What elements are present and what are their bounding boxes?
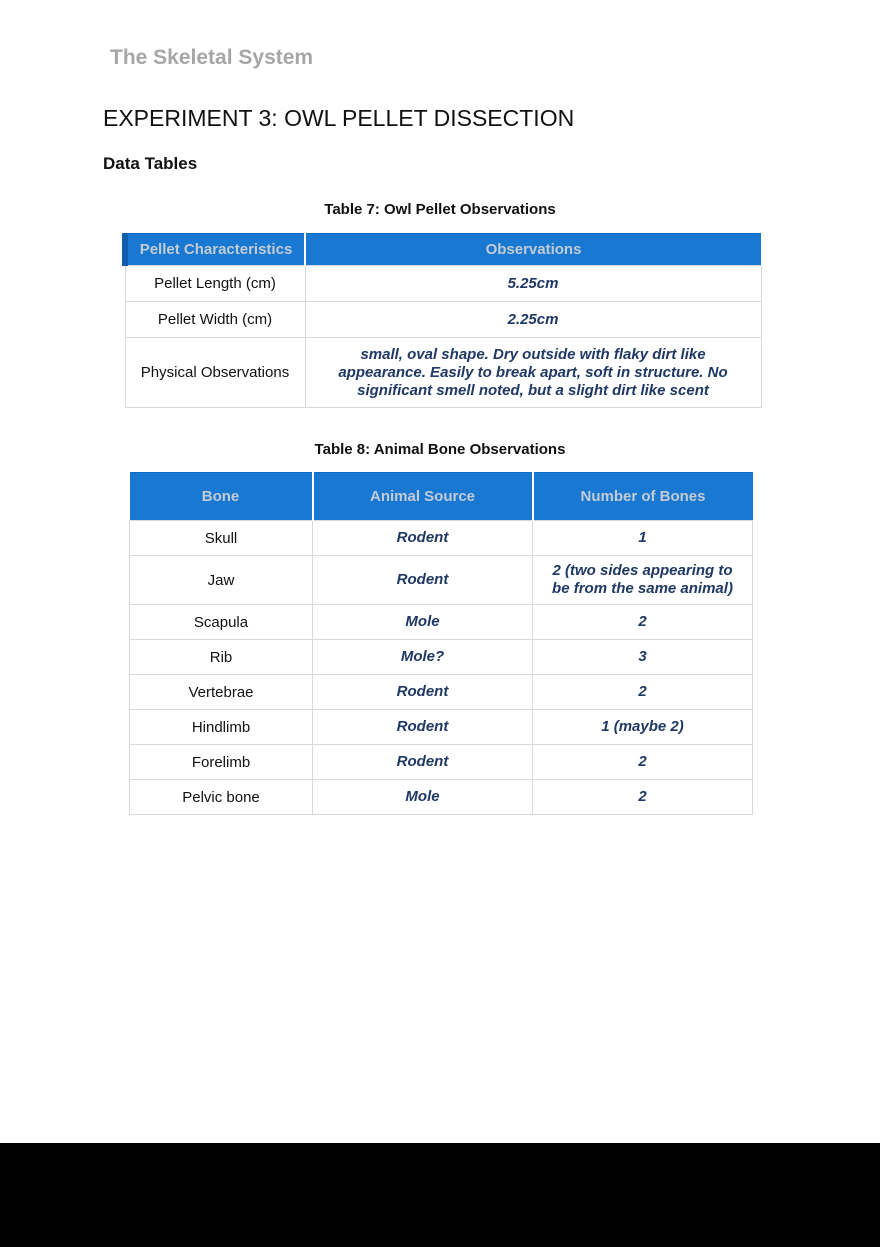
experiment-heading: EXPERIMENT 3: OWL PELLET DISSECTION [103,105,575,131]
table8-header-row [130,473,753,521]
animal-source-value: Rodent [313,556,533,605]
animal-bone-observations-table [129,472,753,815]
table8-caption: Table 8: Animal Bone Observations [314,441,566,458]
table-row [130,640,753,675]
bone-count-value: 2 (two sides appearing to be from the same animal) [533,556,753,605]
table-row [130,521,753,556]
observation-value: small, oval shape. Dry outside with flaky dirt like appearance. Easily to break apart, soft in structure. No significant smell noted, but a slight dirt like scent [305,338,761,408]
bone-name: Rib [130,640,313,675]
animal-source-value: Rodent [313,710,533,745]
pellet-characteristic-label: Pellet Length (cm) [125,266,305,302]
table7-header-row [125,234,761,266]
table8-tbody [130,521,753,815]
bone-count-value: 1 (maybe 2) [533,710,753,745]
animal-source-value: Mole [313,605,533,640]
bone-name: Pelvic bone [130,780,313,815]
bone-count-value: 2 [533,745,753,780]
bone-name: Hindlimb [130,710,313,745]
table7-col-observations: Observations [305,234,761,266]
observation-value: 2.25cm [305,302,761,338]
bone-name: Forelimb [130,745,313,780]
table-row [125,338,761,408]
table-row [130,780,753,815]
data-tables-heading: Data Tables [103,154,198,173]
animal-source-value: Rodent [313,745,533,780]
doc-title: The Skeletal System [110,46,314,69]
black-footer-region [0,1143,880,1247]
owl-pellet-observations-table [122,233,762,408]
bone-count-value: 2 [533,675,753,710]
table-row [130,745,753,780]
table8-col-animal-source: Animal Source [313,473,533,521]
table8-col-number-of-bones: Number of Bones [533,473,753,521]
pellet-characteristic-label: Physical Observations [125,338,305,408]
table-row [125,302,761,338]
bone-name: Jaw [130,556,313,605]
bone-name: Scapula [130,605,313,640]
table8-col-bone: Bone [130,473,313,521]
pellet-characteristic-label: Pellet Width (cm) [125,302,305,338]
table-row [130,710,753,745]
bone-count-value: 3 [533,640,753,675]
table-row [125,266,761,302]
animal-source-value: Mole? [313,640,533,675]
table-row [130,605,753,640]
animal-source-value: Rodent [313,521,533,556]
table7-caption: Table 7: Owl Pellet Observations [324,201,556,218]
bone-count-value: 1 [533,521,753,556]
observation-value: 5.25cm [305,266,761,302]
animal-source-value: Mole [313,780,533,815]
table7-col-pellet-characteristics: Pellet Characteristics [125,234,305,266]
bone-name: Skull [130,521,313,556]
bone-count-value: 2 [533,605,753,640]
animal-source-value: Rodent [313,675,533,710]
bone-count-value: 2 [533,780,753,815]
bone-name: Vertebrae [130,675,313,710]
table-row [130,556,753,605]
table-row [130,675,753,710]
table7-tbody [125,266,761,408]
